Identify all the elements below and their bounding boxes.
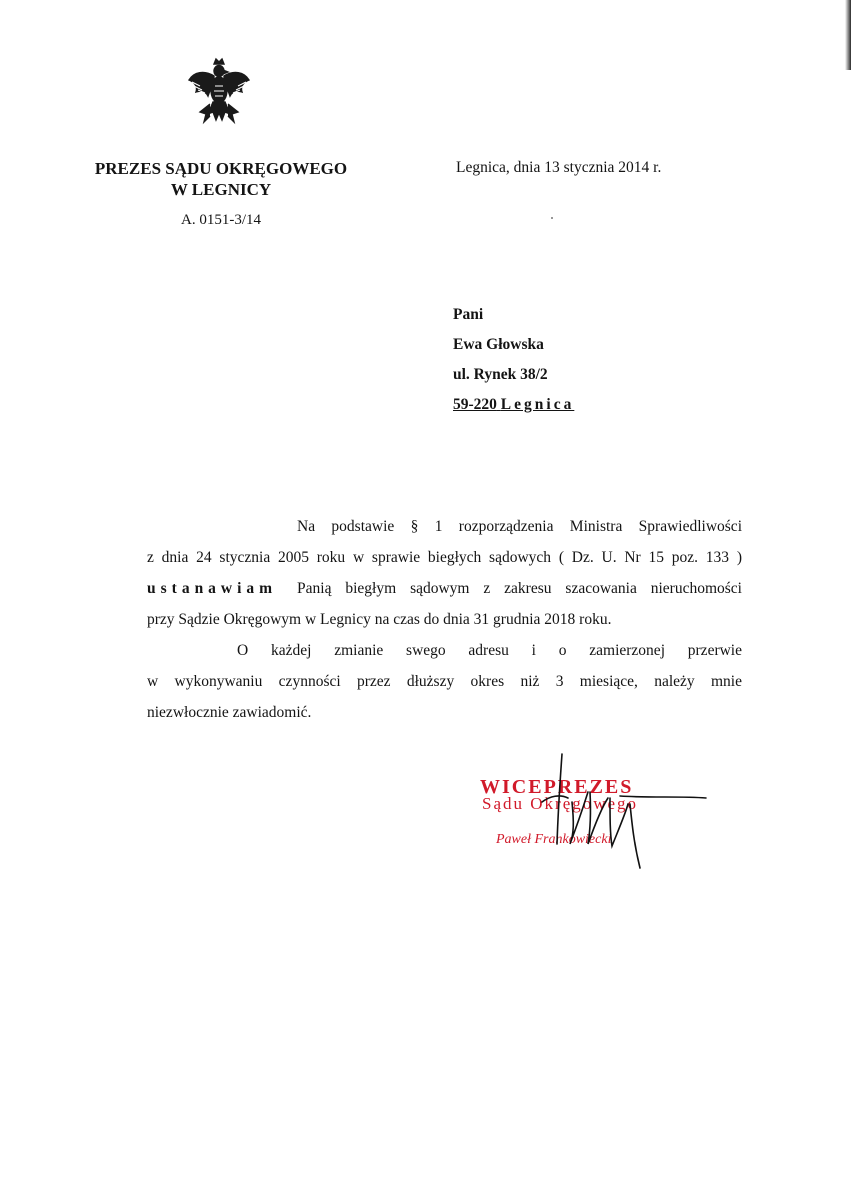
recipient-address [453,305,574,425]
body-p2-line-1: O każdej zmianie swego adresu i o zamierzonej przerwie [237,642,742,659]
recipient-name: Ewa Głowska [453,336,544,353]
stamp-signatory-name: Paweł Frankowiecki [496,832,612,847]
polish-eagle-emblem-icon [186,56,252,128]
body-p1-line-2: z dnia 24 stycznia 2005 roku w sprawie biegłych sądowych ( Dz. U. Nr 15 poz. 133 ) [147,549,742,566]
issuer-heading [80,158,362,200]
issuer-line-2: W LEGNICY [170,180,272,199]
signature-stamp-block [470,752,720,872]
handwritten-signature [470,752,720,872]
recipient-salutation: Pani [453,306,484,323]
body-p2-line-2: w wykonywaniu czynności przez dłuższy okres niż 3 miesiące, należy mnie [147,673,742,690]
body-p2-line-3: niezwłocznie zawiadomić. [147,704,312,721]
place-and-date: Legnica, dnia 13 stycznia 2014 r. [456,159,662,176]
issuer-line-1: PREZES SĄDU OKRĘGOWEGO [94,159,348,178]
body-p1-line-3-rest: Panią biegłym sądowym z zakresu szacowania nieruchomości [297,580,742,597]
stamp-court: Sądu Okręgowego [482,794,639,813]
body-p1-line-1: Na podstawie § 1 rozporządzenia Ministra Sprawiedliwości [297,518,742,535]
keyword-ustanawiam: ustanawiam [147,580,278,597]
recipient-city: Legnica [500,396,575,413]
reference-number: A. 0151-3/14 [181,212,261,228]
recipient-postal-code: 59-220 [453,396,497,413]
body-p1-line-4: przy Sądzie Okręgowym w Legnicy na czas do dnia 31 grudnia 2018 roku. [147,611,612,628]
stamp-title: WICEPREZES [480,776,634,798]
scan-edge-shadow [845,0,851,70]
body-p1-line-3 [147,573,742,604]
scan-speck [551,217,553,219]
recipient-street: ul. Rynek 38/2 [453,366,548,383]
recipient-postal-line [453,395,574,425]
letter-body [147,511,742,728]
